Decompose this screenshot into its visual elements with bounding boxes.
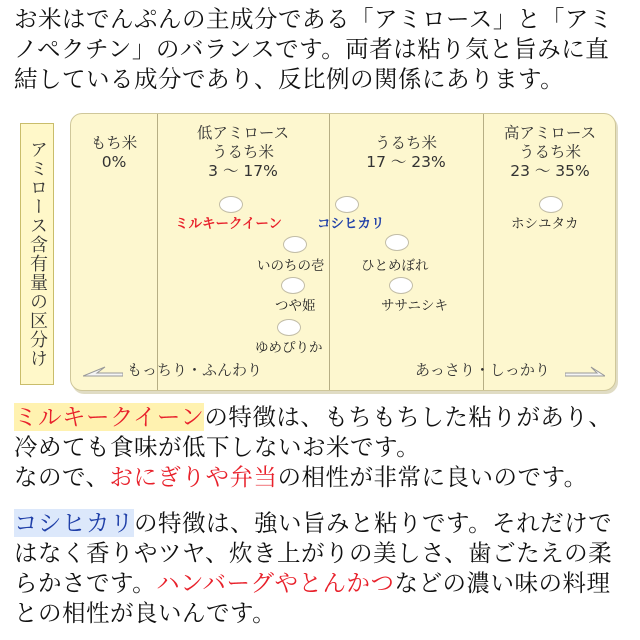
column-header-line: もち米 xyxy=(90,134,138,152)
rice-grain-icon xyxy=(277,319,301,336)
rice-grain-icon xyxy=(385,234,409,251)
axis-label-sticky: もっちり・ふんわり xyxy=(127,361,263,379)
variety-sasanishiki: ササニシキ xyxy=(381,298,448,314)
variety-hoshiyutaka: ホシユタカ xyxy=(511,216,579,232)
text-run: などの濃い味の料理 xyxy=(394,569,611,597)
variety-hitomebore: ひとめぼれ xyxy=(361,258,429,274)
rice-grain-icon xyxy=(219,196,243,213)
intro-paragraph xyxy=(14,4,626,94)
column-header-line: うるち米 xyxy=(211,143,274,161)
koshihikari-highlight: コシヒカリ xyxy=(14,509,134,537)
paragraph-line: 冷めても食味が低下しないお米です。 xyxy=(14,433,421,461)
paragraph-line xyxy=(14,508,626,538)
red-emphasis: ハンバーグやとんかつ xyxy=(156,569,395,597)
column-header-line: 低アミロース xyxy=(196,124,290,142)
intro-line: 結している成分であり、反比例の関係にあります。 xyxy=(14,65,565,93)
rice-grain-icon xyxy=(389,277,413,294)
paragraph-line: はなく香りやツヤ、炊き上がりの美しさ、歯ごたえの柔 xyxy=(14,539,613,567)
rice-grain-icon xyxy=(335,196,359,213)
column-header-line: 3 〜 17% xyxy=(208,162,278,180)
column-header-high-amylose xyxy=(483,124,617,181)
rice-grain-icon xyxy=(281,277,305,294)
variety-milky-queen: ミルキークイーン xyxy=(175,216,283,232)
text-run: の特徴は、強い旨みと粘りです。それだけで xyxy=(134,509,613,537)
intro-line: ノペクチン」のバランスです。両者は粘り気と旨みに直 xyxy=(14,35,610,63)
text-run: なので、 xyxy=(14,463,110,491)
paragraph-line: との相性が良いんです。 xyxy=(14,599,277,627)
text-run: の特徴は、もちもちした粘りがあり、 xyxy=(204,403,613,431)
column-header-line: 17 〜 23% xyxy=(366,153,446,171)
column-header-line: 高アミロース xyxy=(503,124,597,142)
variety-koshihikari: コシヒカリ xyxy=(317,216,385,232)
column-header-low-amylose xyxy=(157,124,329,181)
koshihikari-paragraph xyxy=(14,508,626,628)
milky-queen-highlight: ミルキークイーン xyxy=(14,403,205,431)
milky-queen-paragraph xyxy=(14,402,626,492)
column-header-line: 23 〜 35% xyxy=(510,162,590,180)
rice-grain-icon xyxy=(539,196,563,213)
amylose-classification-label: アミロース含有量の区分け xyxy=(20,123,54,385)
amylose-chart-panel xyxy=(70,113,616,391)
column-header-line: 0% xyxy=(101,153,127,171)
right-arrow-icon xyxy=(565,366,605,378)
intro-line: お米はでんぷんの主成分である「アミロース」と「アミ xyxy=(14,5,613,33)
text-run: らかさです。 xyxy=(14,569,157,597)
variety-tsuyahime: つや姫 xyxy=(275,298,316,314)
text-run: の相性が非常に良いのです。 xyxy=(277,463,588,491)
paragraph-line xyxy=(14,568,626,598)
left-arrow-icon xyxy=(83,366,123,378)
column-header-uruchimai xyxy=(329,134,483,172)
red-emphasis: おにぎりや弁当 xyxy=(109,463,278,491)
column-header-line: うるち米 xyxy=(374,134,437,152)
variety-inochi-no-ichi: いのちの壱 xyxy=(257,258,325,274)
variety-yumepirika: ゆめぴりか xyxy=(255,340,323,356)
rice-grain-icon xyxy=(283,236,307,253)
column-header-mochigome xyxy=(71,134,157,172)
paragraph-line xyxy=(14,402,626,432)
column-header-line: うるち米 xyxy=(518,143,581,161)
axis-label-light: あっさり・しっかり xyxy=(415,361,550,379)
paragraph-line xyxy=(14,462,626,492)
